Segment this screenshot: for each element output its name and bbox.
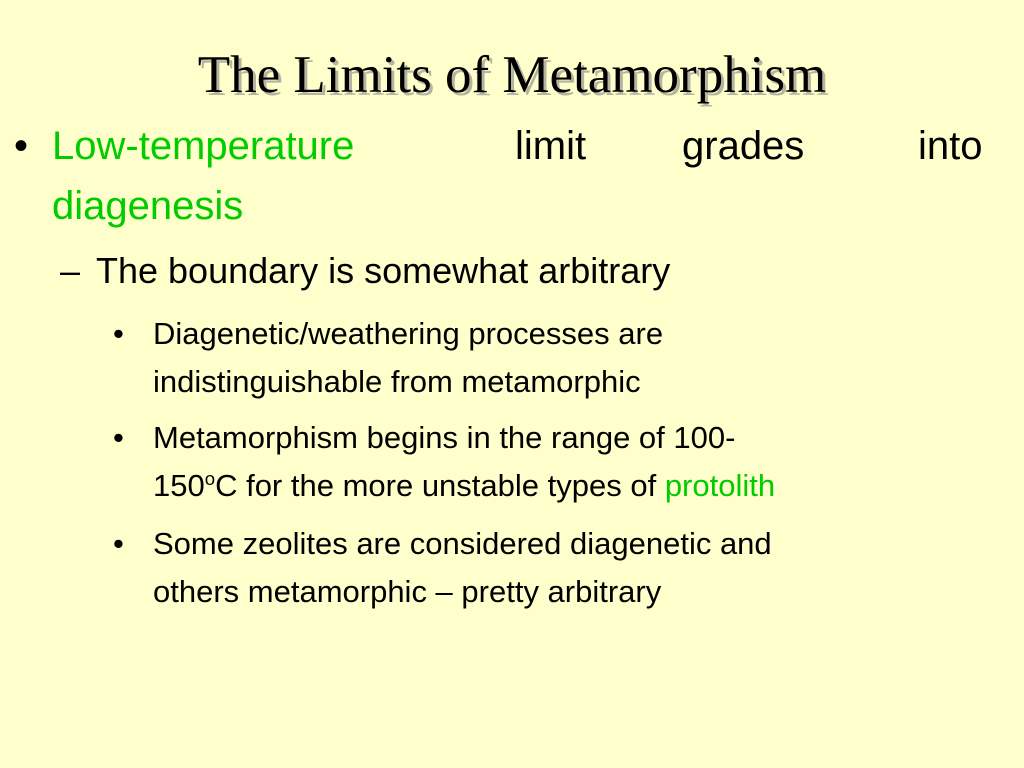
slide-title: The Limits of Metamorphism (197, 46, 827, 104)
text-line: Some zeolites are considered diagenetic and (153, 526, 772, 561)
bullet-dot-icon: • (113, 420, 124, 455)
text-line (153, 462, 775, 510)
text-line: indistinguishable from metamorphic (153, 364, 641, 399)
word-grades: grades (682, 124, 805, 168)
bullet-level3-text (153, 414, 775, 510)
text-line: Metamorphism begins in the range of 100- (153, 420, 736, 455)
highlight-diagenesis: diagenesis (52, 184, 244, 228)
text-fragment: 150 (153, 468, 205, 503)
bullet-dot-icon: • (14, 124, 29, 168)
text-fragment: C for the more unstable types of (215, 468, 665, 503)
dash-icon: – (60, 250, 81, 291)
bullet-level1-line1 (52, 118, 998, 174)
bullet-level3-text (153, 310, 663, 406)
text-line: Diagenetic/weathering processes are (153, 316, 664, 351)
bullet-level2 (60, 246, 670, 296)
bullet-dot-icon: • (113, 526, 124, 561)
degree-superscript: o (204, 467, 216, 489)
bullet-level3-text (153, 520, 772, 616)
highlight-low-temperature: Low-temperature (52, 124, 355, 168)
word-into: into (918, 124, 983, 168)
word-limit: limit (515, 124, 587, 168)
bullet-dot-icon: • (113, 316, 124, 351)
text-line: others metamorphic – pretty arbitrary (153, 574, 662, 609)
highlight-protolith: protolith (664, 468, 776, 503)
bullet-level2-text: The boundary is somewhat arbitrary (96, 250, 671, 291)
